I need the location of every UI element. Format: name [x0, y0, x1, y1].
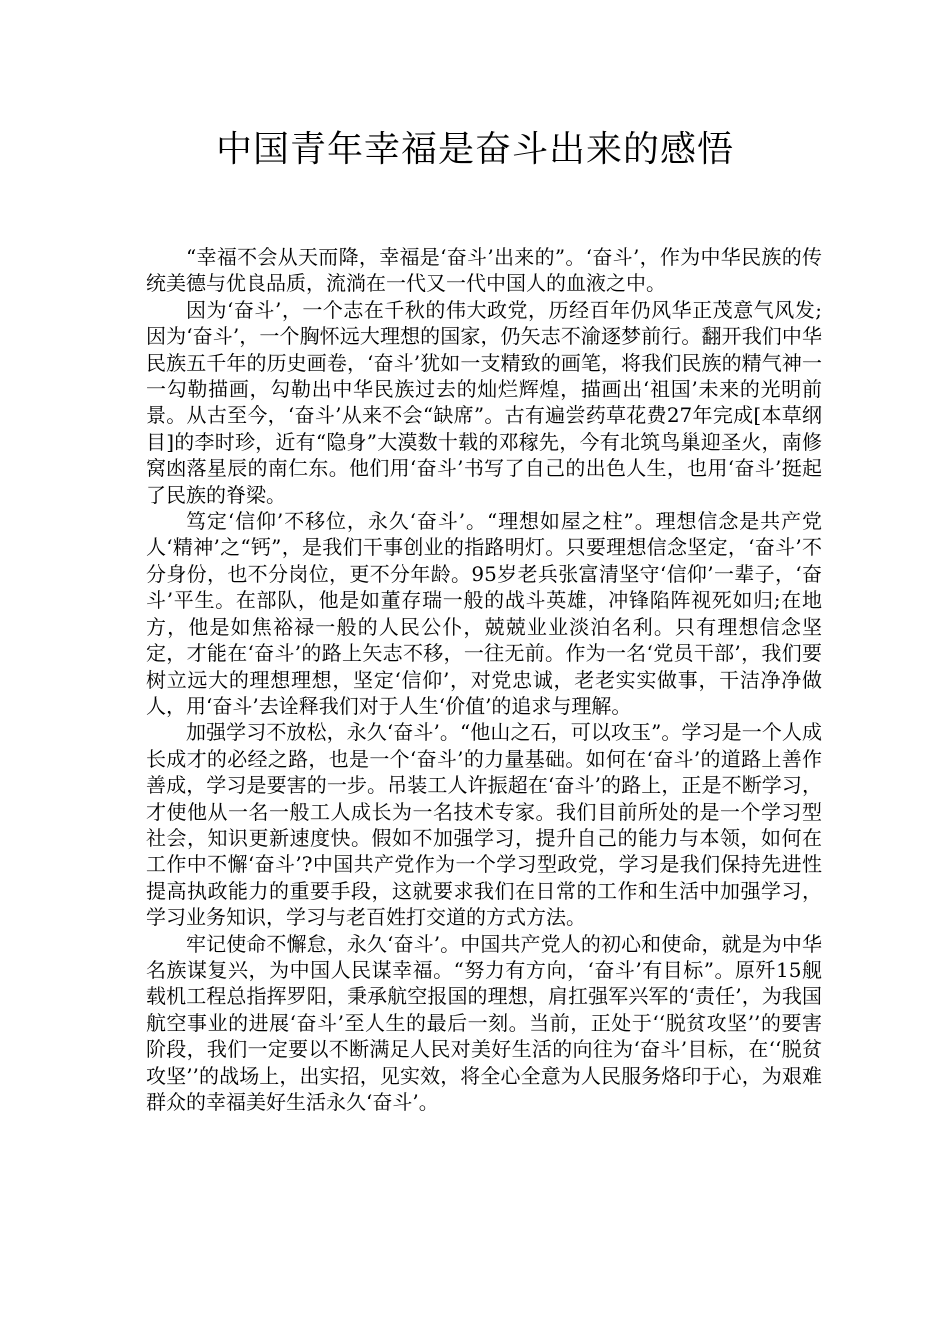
paragraph-3: 笃定‘信仰’不移位，永久‘奋斗’。“理想如屋之柱”。理想信念是共产党人‘精神’之“钙”，是我们干事创业的指路明灯。只要理想信念坚定，‘奋斗’不分身份，也不分岗位，更不分年龄。95岁老兵张富清坚守‘信仰’一辈子，‘奋斗’平生。在部队，他是如董存瑞一般的战斗英雄，冲锋陷阵视死如归;在地方，他是如焦裕禄一般的人民公仆，兢兢业业淡泊名利。只有理想信念坚定，才能在‘奋斗’的路上矢志不移，一往无前。作为一名‘党员干部’，我们要树立远大的理想理想，坚定‘信仰’，对党忠诚，老老实实做事，干洁净净做人，用‘奋斗’去诠释我们对于人生‘价值’的追求与理解。 [146, 509, 822, 718]
paragraph-2: 因为‘奋斗’，一个志在千秋的伟大政党，历经百年仍风华正茂意气风发;因为‘奋斗’，一个胸怀远大理想的国家，仍矢志不渝逐梦前行。翻开我们中华民族五千年的历史画卷，‘奋斗’犹如一支精致的画笔，将我们民族的精气神一一勾勒描画，勾勒出中华民族过去的灿烂辉煌，描画出‘祖国’未来的光明前景。从古至今，‘奋斗’从来不会“缺席”。古有遍尝药草花费27年完成[本草纲目]的李时珍，近有“隐身”大漠数十载的邓稼先，今有北筑鸟巢迎圣火，南修窝凼落星辰的南仁东。他们用‘奋斗’书写了自己的出色人生，也用‘奋斗’挺起了民族的脊梁。 [146, 297, 822, 507]
document-title: 中国青年幸福是奋斗出来的感悟 [215, 129, 734, 170]
paragraph-5: 牢记使命不懈怠，永久‘奋斗’。中国共产党人的初心和使命，就是为中华名族谋复兴，为中国人民谋幸福。“努力有方向，‘奋斗’有目标”。原歼15舰载机工程总指挥罗阳，秉承航空报国的理想，肩扛强军兴军的‘责任’，为我国航空事业的进展‘奋斗’至人生的最后一刻。当前，正处于‘‘脱贫攻坚’’的要害阶段，我们一定要以不断满足人民对美好生活的向往为‘奋斗’目标，在‘‘脱贫攻坚’’的战场上，出实招，见实效，将全心全意为人民服务烙印于心，为艰难群众的幸福美好生活永久‘奋斗’。 [146, 931, 822, 1114]
document-body [146, 244, 822, 1115]
paragraph-1: “幸福不会从天而降，幸福是‘奋斗’出来的”。‘奋斗’，作为中华民族的传统美德与优良品质，流淌在一代又一代中国人的血液之中。 [146, 245, 822, 296]
paragraph-4: 加强学习不放松，永久‘奋斗’。“他山之石，可以攻玉”。学习是一个人成长成才的必经之路，也是一个‘奋斗’的力量基础。如何在‘奋斗’的道路上善作善成，学习是要害的一步。吊装工人许振超在‘奋斗’的路上，正是不断学习，才使他从一名一般工人成长为一名技术专家。我们目前所处的是一个学习型社会，知识更新速度快。假如不加强学习，提升自己的能力与本领，如何在工作中不懈‘奋斗’?中国共产党作为一个学习型政党，学习是我们保持先进性提高执政能力的重要手段，这就要求我们在日常的工作和生活中加强学习，学习业务知识，学习与老百姓打交道的方式方法。 [146, 720, 822, 930]
